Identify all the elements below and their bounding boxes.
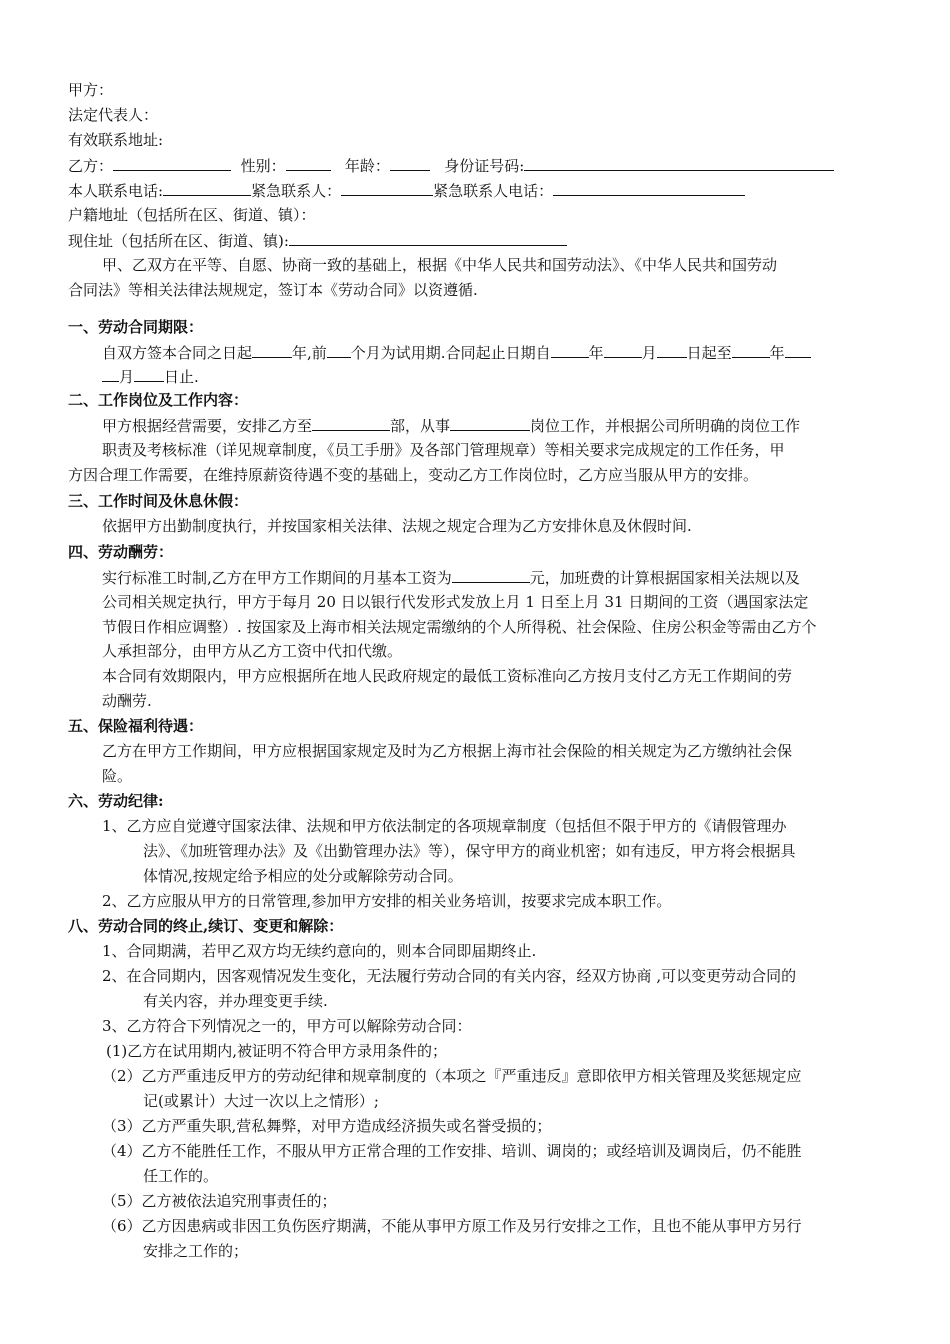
intro-line-1: 甲、乙双方在平等、自愿、协商一致的基础上，根据《中华人民共和国劳动法》、《中华人民共和国劳动	[102, 256, 778, 274]
legal-rep-label: 法定代表人：	[68, 106, 159, 124]
residence-label: 现住址（包括所在区、街道、镇):	[68, 232, 289, 250]
section-2-title: 二、工作岗位及工作内容：	[68, 391, 249, 409]
gender-label: 性别：	[240, 157, 286, 175]
section-4-line-5: 本合同有效期限内，甲方应根据所在地人民政府规定的最低工资标准向乙方按月支付乙方无工作期间的劳	[102, 667, 793, 685]
section-6-line-4: 2、乙方应服从甲方的日常管理,参加甲方安排的相关业务培训，按要求完成本职工作。	[102, 892, 672, 910]
start-month-blank[interactable]	[604, 342, 642, 358]
section-4-title: 四、劳动酬劳：	[68, 543, 174, 561]
section-8-item-4-cont: 任工作的。	[143, 1167, 219, 1185]
years-blank[interactable]	[252, 342, 292, 358]
section-8-item-3: （3）乙方严重失职,营私舞弊，对甲方造成经济损失或名誉受损的；	[102, 1117, 552, 1135]
section-8-item-1: (1)乙方在试用期内,被证明不符合甲方录用条件的；	[106, 1042, 448, 1060]
section-1-title: 一、劳动合同期限：	[68, 318, 204, 336]
section-1-line-1: 自双方签本合同之日起 年,前 个月为试用期.合同起止日期自 年 月 日起至 年	[102, 342, 882, 362]
start-year-blank[interactable]	[551, 342, 589, 358]
emergency-phone-label: 紧急联系人电话：	[433, 182, 554, 200]
gender-blank[interactable]	[286, 155, 331, 171]
section-6-title: 六、劳动纪律:	[68, 792, 164, 810]
household-address-label: 户籍地址（包括所在区、街道、镇）：	[68, 206, 316, 224]
age-label: 年龄：	[344, 157, 390, 175]
section-6-line-1: 1、乙方应自觉遵守国家法律、法规和甲方依法制定的各项规章制度（包括但不限于甲方的《请假管理办	[102, 817, 787, 835]
section-5-line-1: 乙方在甲方工作期间，甲方应根据国家规定及时为乙方根据上海市社会保险的相关规定为乙方缴纳社会保	[102, 742, 793, 760]
end-day-blank[interactable]	[134, 366, 164, 382]
age-blank[interactable]	[390, 155, 430, 171]
section-8-item-2: （2）乙方严重违反甲方的劳动纪律和规章制度的（本项之『严重违反』意即依甲方相关管理及奖惩规定应	[102, 1067, 802, 1085]
section-4-line-2: 公司相关规定执行，甲方于每月 20 日以银行代发形式发放上月 1 日至上月 31 日期间的工资（遇国家法定	[102, 593, 809, 611]
section-8-line-1: 1、合同期满，若甲乙双方均无续约意向的，则本合同即届期终止.	[102, 942, 537, 960]
section-8-item-6-cont: 安排之工作的；	[143, 1242, 249, 1260]
section-8-item-6: （6）乙方因患病或非因工负伤医疗期满，不能从事甲方原工作及另行安排之工作，且也不能从事甲方另行	[102, 1217, 802, 1235]
phone-label: 本人联系电话:	[68, 182, 164, 200]
section-4-line-1: 实行标准工时制,乙方在甲方工作期间的月基本工资为 元，加班费的计算根据国家相关法规以及	[102, 569, 800, 587]
address-label: 有效联系地址:	[68, 131, 164, 149]
section-4-line-6: 动酬劳.	[102, 692, 152, 710]
residence-blank[interactable]	[289, 230, 567, 246]
start-day-blank[interactable]	[657, 342, 687, 358]
id-number-label: 身份证号码:	[444, 157, 525, 175]
section-6-line-3: 体情况,按规定给予相应的处分或解除劳动合同。	[143, 867, 463, 885]
emergency-contact-blank[interactable]	[341, 180, 433, 196]
section-6-line-2: 法》、《加班管理办法》及《出勤管理办法》等），保守甲方的商业机密；如有违反，甲方将会根据具	[143, 842, 796, 860]
section-8-line-2: 2、在合同期内，因客观情况发生变化，无法履行劳动合同的有关内容，经双方协商 ,可以变更劳动合同的	[102, 967, 797, 985]
section-1-line-2: 月 日止.	[102, 366, 199, 386]
contact-row	[68, 180, 745, 200]
section-8-item-4: （4）乙方不能胜任工作，不服从甲方正常合理的工作安排、培训、调岗的；或经培训及调岗后，仍不能胜	[102, 1142, 802, 1160]
section-8-line-3: 有关内容，并办理变更手续.	[143, 992, 328, 1010]
id-number-blank[interactable]	[524, 155, 834, 171]
section-5-title: 五、保险福利待遇：	[68, 717, 204, 735]
end-year-blank-cont[interactable]	[785, 342, 811, 358]
section-4-line-4: 人承担部分，由甲方从乙方工资中代扣代缴。	[102, 642, 403, 660]
position-blank[interactable]	[450, 415, 530, 431]
end-year-blank[interactable]	[732, 342, 770, 358]
section-4-line-3: 节假日作相应调整）. 按国家及上海市相关法规定需缴纳的个人所得税、社会保险、住房公积金等需由乙方个	[102, 618, 817, 636]
salary-blank[interactable]	[452, 567, 530, 583]
department-blank[interactable]	[312, 415, 390, 431]
intro-line-2: 合同法》等相关法律法规规定，签订本《劳动合同》以资遵循.	[68, 281, 478, 299]
section-8-item-5: （5）乙方被依法追究刑事责任的；	[102, 1192, 337, 1210]
party-a-label: 甲方：	[68, 81, 114, 99]
party-b-row	[68, 155, 834, 175]
section-8-line-4: 3、乙方符合下列情况之一的，甲方可以解除劳动合同：	[102, 1017, 472, 1035]
section-3-line-1: 依据甲方出勤制度执行，并按国家相关法律、法规之规定合理为乙方安排休息及休假时间.	[102, 517, 692, 535]
probation-months-blank[interactable]	[327, 342, 351, 358]
residence-row	[68, 230, 567, 250]
section-5-line-2: 险。	[102, 767, 133, 785]
phone-blank[interactable]	[163, 180, 251, 196]
section-8-item-2-cont: 记(或累计）大过一次以上之情形）;	[143, 1092, 379, 1110]
section-8-title: 八、劳动合同的终止,续订、变更和解除：	[68, 917, 344, 935]
party-b-label: 乙方：	[68, 157, 114, 175]
section-3-title: 三、工作时间及休息休假：	[68, 492, 249, 510]
section-2-line-1: 甲方根据经营需要，安排乙方至 部，从事 岗位工作，并根据公司所明确的岗位工作	[102, 417, 801, 435]
section-2-line-3: 方因合理工作需要，在维持原薪资待遇不变的基础上，变动乙方工作岗位时，乙方应当服从甲方的安排。	[68, 466, 759, 484]
emergency-phone-blank[interactable]	[553, 180, 745, 196]
section-2-line-2: 职责及考核标准（详见规章制度，《员工手册》及各部门管理规章）等相关要求完成规定的工作任务，甲	[102, 441, 785, 459]
end-month-blank[interactable]	[102, 366, 119, 382]
party-b-blank[interactable]	[113, 155, 231, 171]
emergency-contact-label: 紧急联系人：	[251, 182, 342, 200]
